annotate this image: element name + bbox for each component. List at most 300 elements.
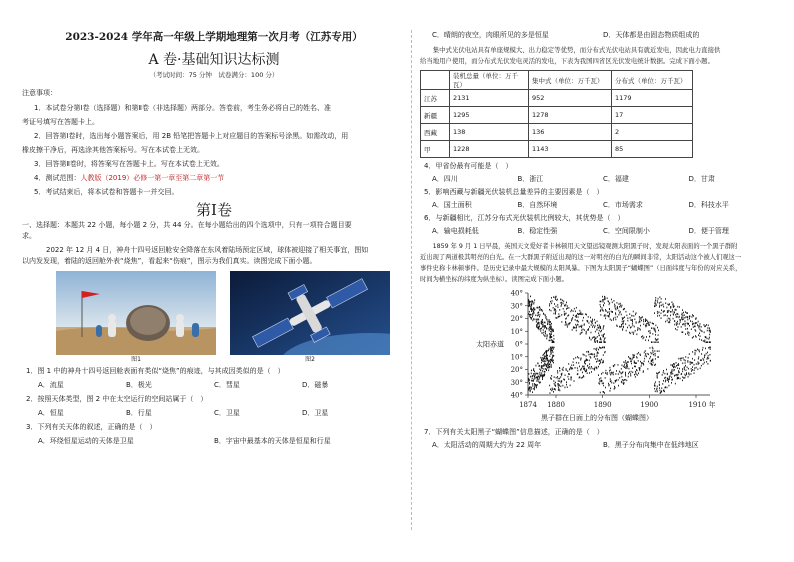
sunspot-mark <box>592 337 593 339</box>
sunspot-mark <box>614 364 615 366</box>
sunspot-mark <box>551 378 552 380</box>
option[interactable]: A．国土面积 <box>432 201 472 209</box>
sunspot-mark <box>662 374 663 376</box>
sunspot-mark <box>549 348 550 350</box>
sunspot-mark <box>552 355 553 357</box>
sunspot-mark <box>547 355 548 357</box>
sunspot-mark <box>694 364 695 366</box>
sunspot-mark <box>700 335 701 337</box>
sunspot-mark <box>682 324 683 326</box>
sunspot-mark <box>677 364 678 366</box>
sunspot-mark <box>590 353 591 355</box>
sunspot-mark <box>537 327 538 329</box>
sunspot-mark <box>685 362 686 364</box>
sunspot-mark <box>622 379 623 381</box>
sunspot-mark <box>534 302 535 304</box>
sunspot-mark <box>654 305 655 307</box>
sunspot-mark <box>554 347 555 349</box>
sunspot-mark <box>594 353 595 355</box>
sunspot-mark <box>577 367 578 369</box>
sunspot-mark <box>568 307 569 309</box>
sunspot-mark <box>618 373 619 375</box>
sunspot-mark <box>638 327 639 329</box>
sunspot-mark <box>532 378 533 380</box>
sunspot-mark <box>596 361 597 363</box>
sunspot-mark <box>533 318 534 320</box>
sunspot-mark <box>671 364 672 366</box>
sunspot-mark <box>616 370 617 372</box>
option[interactable]: C．晴朗的夜空，肉眼所见的多是恒星 <box>432 31 549 39</box>
option[interactable]: A．输电损耗低 <box>432 227 479 235</box>
option[interactable]: B．行星 <box>126 409 152 417</box>
sunspot-mark <box>656 372 657 374</box>
sunspot-mark <box>556 317 557 319</box>
sunspot-mark <box>584 369 585 371</box>
sunspot-mark <box>625 362 626 364</box>
option[interactable]: C．卫星 <box>214 409 240 417</box>
sunspot-mark <box>532 385 533 387</box>
figure-1-caption: 图1 <box>131 356 141 363</box>
sunspot-mark <box>583 329 584 331</box>
sunspot-mark <box>650 363 651 365</box>
sunspot-mark <box>668 304 669 306</box>
sunspot-mark <box>689 374 690 376</box>
sunspot-mark <box>547 358 548 360</box>
sunspot-mark <box>699 350 700 352</box>
sunspot-mark <box>547 319 548 321</box>
sunspot-mark <box>658 298 659 300</box>
sunspot-mark <box>549 324 550 326</box>
sunspot-mark <box>529 305 530 307</box>
sunspot-mark <box>532 320 533 322</box>
sunspot-mark <box>650 332 651 334</box>
sunspot-mark <box>555 309 556 311</box>
scope-range: 人教版（2019）必修一第一章至第二章第一节 <box>80 174 225 182</box>
sunspot-mark <box>589 337 590 339</box>
sunspot-mark <box>598 349 599 351</box>
sunspot-mark <box>553 362 554 364</box>
sunspot-mark <box>535 373 536 375</box>
sunspot-mark <box>698 325 699 327</box>
sunspot-mark <box>672 365 673 367</box>
sunspot-mark <box>667 374 668 376</box>
sunspot-mark <box>652 359 653 361</box>
sunspot-mark <box>622 321 623 323</box>
sunspot-mark <box>689 353 690 355</box>
sunspot-mark <box>702 349 703 351</box>
sunspot-mark <box>545 314 546 316</box>
sunspot-mark <box>655 301 656 303</box>
sunspot-mark <box>707 338 708 340</box>
sunspot-mark <box>640 317 641 319</box>
option[interactable]: A．流星 <box>38 381 64 389</box>
sunspot-mark <box>687 312 688 314</box>
sunspot-mark <box>673 314 674 316</box>
sunspot-mark <box>603 310 604 312</box>
option[interactable]: B．极光 <box>126 381 152 389</box>
sunspot-mark <box>668 318 669 320</box>
sunspot-mark <box>638 352 639 354</box>
sunspot-mark <box>565 322 566 324</box>
sunspot-mark <box>570 311 571 313</box>
sunspot-mark <box>658 341 659 343</box>
sunspot-mark <box>621 326 622 328</box>
option[interactable]: C．市场需求 <box>603 201 643 209</box>
sunspot-mark <box>536 324 537 326</box>
question-stem: 1．图 1 中的神舟十四号返回舱表面有类似“烧焦”的痕迹，与其成因类似的是（ ） <box>26 367 285 375</box>
sunspot-mark <box>652 364 653 366</box>
sunspot-mark <box>530 317 531 319</box>
sunspot-mark <box>548 364 549 366</box>
sunspot-mark <box>678 374 679 376</box>
sunspot-mark <box>603 385 604 387</box>
sunspot-mark <box>677 367 678 369</box>
sunspot-mark <box>561 321 562 323</box>
sunspot-mark <box>624 382 625 384</box>
sunspot-mark <box>604 340 605 342</box>
section-intro: 求。 <box>22 232 36 240</box>
sunspot-mark <box>685 311 686 313</box>
sunspot-mark <box>699 339 700 341</box>
sunspot-mark <box>595 358 596 360</box>
sunspot-mark <box>643 319 644 321</box>
sunspot-mark <box>619 371 620 373</box>
sunspot-mark <box>660 392 661 394</box>
sunspot-mark <box>597 340 598 342</box>
sunspot-mark <box>679 368 680 370</box>
sunspot-mark <box>692 351 693 353</box>
sunspot-mark <box>673 318 674 320</box>
sunspot-mark <box>573 364 574 366</box>
sunspot-mark <box>645 350 646 352</box>
sunspot-mark <box>613 382 614 384</box>
sunspot-mark <box>531 317 532 319</box>
sunspot-mark <box>551 365 552 367</box>
sunspot-mark <box>538 326 539 328</box>
sunspot-mark <box>604 347 605 349</box>
sunspot-mark <box>710 341 711 343</box>
sunspot-mark <box>608 315 609 317</box>
option[interactable]: D．科技水平 <box>688 201 729 209</box>
sunspot-mark <box>659 306 660 308</box>
sunspot-mark <box>669 303 670 305</box>
sunspot-mark <box>669 322 670 324</box>
sunspot-mark <box>655 364 656 366</box>
sunspot-mark <box>705 337 706 339</box>
sunspot-mark <box>670 315 671 317</box>
sunspot-mark <box>641 365 642 367</box>
option[interactable]: D．天体都是由固态物质组成的 <box>603 31 700 39</box>
sunspot-mark <box>677 306 678 308</box>
sunspot-mark <box>658 356 659 358</box>
option[interactable]: B．自然环境 <box>517 201 558 209</box>
sunspot-mark <box>552 341 553 343</box>
sunspot-mark <box>692 321 693 323</box>
sunspot-mark <box>567 326 568 328</box>
sunspot-mark <box>572 319 573 321</box>
x-tick-label: 1890 <box>593 401 612 409</box>
sunspot-mark <box>542 377 543 379</box>
sunspot-mark <box>657 302 658 304</box>
sunspot-mark <box>549 367 550 369</box>
option[interactable]: A．太阳活动的周期大约为 22 周年 <box>432 441 542 449</box>
sunspot-mark <box>532 313 533 315</box>
sunspot-mark <box>645 326 646 328</box>
question-4 <box>420 161 774 185</box>
sunspot-mark <box>655 325 656 327</box>
sunspot-mark <box>597 325 598 327</box>
sunspot-mark <box>633 357 634 359</box>
option[interactable]: C．空间限制小 <box>603 227 650 235</box>
sunspot-mark <box>594 368 595 370</box>
sunspot-mark <box>562 300 563 302</box>
sunspot-mark <box>653 354 654 356</box>
sunspot-mark <box>694 359 695 361</box>
passage-line: 集中式光伏电站具有单座规模大、出力稳定等优势，而分布式光伏电站具有就近发电，因此电力直接供 <box>420 46 721 54</box>
sunspot-mark <box>567 324 568 326</box>
sunspot-mark <box>633 355 634 357</box>
sunspot-mark <box>669 378 670 380</box>
option[interactable]: B．黑子分布向集中在低纬地区 <box>603 441 699 449</box>
sunspot-mark <box>675 383 676 385</box>
sunspot-mark <box>543 329 544 331</box>
sunspot-mark <box>637 370 638 372</box>
sunspot-mark <box>591 324 592 326</box>
sunspot-mark <box>696 367 697 369</box>
sunspot-mark <box>688 324 689 326</box>
question-options <box>432 200 774 211</box>
sunspot-mark <box>657 375 658 377</box>
sunspot-mark <box>542 365 543 367</box>
sunspot-mark <box>675 314 676 316</box>
sunspot-mark <box>703 358 704 360</box>
option[interactable]: B．浙江 <box>517 175 544 183</box>
sunspot-mark <box>531 380 532 382</box>
sunspot-mark <box>550 336 551 338</box>
option[interactable]: C．彗星 <box>214 381 240 389</box>
sunspot-mark <box>617 306 618 308</box>
sunspot-mark <box>611 372 612 374</box>
sunspot-mark <box>700 359 701 361</box>
section-intro: 一、选择题：本题共 22 小题，每小题 2 分，共 44 分。在每小题给出的四个选项中，只有一项符合题目要 <box>22 221 352 229</box>
sunspot-mark <box>643 337 644 339</box>
sunspot-mark <box>655 329 656 331</box>
sunspot-mark <box>690 361 691 363</box>
sunspot-mark <box>618 385 619 387</box>
sunspot-mark <box>693 326 694 328</box>
sunspot-mark <box>622 323 623 325</box>
sunspot-mark <box>691 368 692 370</box>
sunspot-mark <box>529 314 530 316</box>
sunspot-mark <box>581 368 582 370</box>
sunspot-mark <box>554 310 555 312</box>
sunspot-mark <box>530 376 531 378</box>
sunspot-mark <box>667 320 668 322</box>
sunspot-mark <box>556 317 557 319</box>
sunspot-mark <box>576 362 577 364</box>
option[interactable]: A．四川 <box>432 175 458 183</box>
sunspot-mark <box>552 358 553 360</box>
section-title: 第Ⅰ卷 <box>196 201 232 219</box>
sunspot-mark <box>529 303 530 305</box>
sunspot-mark <box>591 339 592 341</box>
sunspot-mark <box>557 304 558 306</box>
sunspot-mark <box>659 384 660 386</box>
option[interactable]: D．甘肃 <box>688 175 715 183</box>
sunspot-mark <box>536 387 537 389</box>
exam-subtitle: A 卷·基础知识达标测 <box>148 52 280 68</box>
sunspot-mark <box>531 300 532 302</box>
sunspot-mark <box>681 373 682 375</box>
sunspot-mark <box>687 367 688 369</box>
option[interactable]: C．福建 <box>603 175 629 183</box>
option[interactable]: D．磁暴 <box>302 381 329 389</box>
sunspot-mark <box>707 352 708 354</box>
sunspot-mark <box>619 303 620 305</box>
sunspot-mark <box>637 353 638 355</box>
sunspot-mark <box>625 367 626 369</box>
sunspot-mark <box>586 358 587 360</box>
sunspot-mark <box>556 377 557 379</box>
sunspot-mark <box>546 352 547 354</box>
sunspot-mark <box>549 355 550 357</box>
question-6 <box>420 213 774 237</box>
sunspot-mark <box>704 357 705 359</box>
sunspot-mark <box>570 367 571 369</box>
sunspot-mark <box>621 376 622 378</box>
sunspot-mark <box>703 363 704 365</box>
sunspot-mark <box>624 366 625 368</box>
sunspot-mark <box>653 362 654 364</box>
figure-row <box>56 271 406 364</box>
sunspot-mark <box>610 374 611 376</box>
sunspot-mark <box>648 354 649 356</box>
sunspot-mark <box>587 329 588 331</box>
sunspot-mark <box>551 360 552 362</box>
sunspot-mark <box>708 355 709 357</box>
option[interactable]: B．稳定性强 <box>517 227 558 235</box>
sunspot-mark <box>582 320 583 322</box>
option[interactable]: A．恒星 <box>38 409 64 417</box>
sunspot-mark <box>544 371 545 373</box>
sunspot-mark <box>688 368 689 370</box>
sunspot-mark <box>703 340 704 342</box>
sunspot-mark <box>563 370 564 372</box>
sunspot-mark <box>632 372 633 374</box>
sunspot-mark <box>646 356 647 358</box>
sunspot-mark <box>595 341 596 343</box>
sunspot-mark <box>590 357 591 359</box>
sunspot-mark <box>638 373 639 375</box>
sunspot-mark <box>590 317 591 319</box>
sunspot-mark <box>551 297 552 299</box>
sunspot-mark <box>706 341 707 343</box>
sunspot-mark <box>640 319 641 321</box>
sunspot-mark <box>700 329 701 331</box>
sunspot-mark <box>575 319 576 321</box>
sunspot-mark <box>597 321 598 323</box>
sunspot-mark <box>572 317 573 319</box>
sunspot-mark <box>550 362 551 364</box>
sunspot-mark <box>627 320 628 322</box>
sunspot-mark <box>579 326 580 328</box>
sunspot-mark <box>545 325 546 327</box>
sunspot-mark <box>599 326 600 328</box>
sunspot-mark <box>542 357 543 359</box>
sunspot-mark <box>669 318 670 320</box>
sunspot-mark <box>552 347 553 349</box>
sunspot-mark <box>559 380 560 382</box>
sunspot-mark <box>696 350 697 352</box>
sunspot-mark <box>694 372 695 374</box>
sunspot-mark <box>626 380 627 382</box>
sunspot-mark <box>598 374 599 376</box>
sunspot-mark <box>690 363 691 365</box>
sunspot-mark <box>673 370 674 372</box>
sunspot-mark <box>619 326 620 328</box>
sunspot-mark <box>622 329 623 331</box>
option[interactable]: A．环绕恒星运动的天体是卫星 <box>38 437 134 445</box>
sunspot-mark <box>701 365 702 367</box>
sunspot-mark <box>546 354 547 356</box>
sunspot-mark <box>529 311 530 313</box>
sunspot-mark <box>708 363 709 365</box>
sunspot-mark <box>654 385 655 387</box>
sunspot-mark <box>613 365 614 367</box>
sunspot-mark <box>595 367 596 369</box>
sunspot-mark <box>687 333 688 335</box>
sunspot-mark <box>571 379 572 381</box>
sunspot-mark <box>669 376 670 378</box>
sunspot-mark <box>622 372 623 374</box>
sunspot-mark <box>669 385 670 387</box>
sunspot-mark <box>533 307 534 309</box>
sunspot-mark <box>603 334 604 336</box>
sunspot-mark <box>536 319 537 321</box>
sunspot-mark <box>655 334 656 336</box>
exam-title: 2023-2024 学年高一年级上学期地理第一次月考（江苏专用） <box>65 31 363 43</box>
sunspot-mark <box>609 311 610 313</box>
sunspot-mark <box>557 299 558 301</box>
sunspot-mark <box>660 390 661 392</box>
sunspot-mark <box>688 331 689 333</box>
sunspot-mark <box>679 306 680 308</box>
sunspot-mark <box>700 323 701 325</box>
sunspot-mark <box>684 366 685 368</box>
sunspot-mark <box>540 330 541 332</box>
sunspot-mark <box>592 368 593 370</box>
sunspot-mark <box>675 309 676 311</box>
sunspot-mark <box>602 347 603 349</box>
sunspot-mark <box>540 314 541 316</box>
sunspot-mark <box>612 302 613 304</box>
sunspot-mark <box>699 333 700 335</box>
sunspot-mark <box>607 312 608 314</box>
sunspot-mark <box>695 350 696 352</box>
sunspot-mark <box>570 368 571 370</box>
table-cell: 17 <box>612 107 693 124</box>
option[interactable]: D．便于管理 <box>688 227 729 235</box>
sunspot-mark <box>566 308 567 310</box>
option[interactable]: B．宇宙中最基本的天体是恒星和行星 <box>214 437 331 445</box>
sunspot-mark <box>589 366 590 368</box>
option[interactable]: D．卫星 <box>302 409 329 417</box>
sunspot-mark <box>701 326 702 328</box>
sunspot-mark <box>604 341 605 343</box>
sunspot-mark <box>692 314 693 316</box>
sunspot-mark <box>582 377 583 379</box>
sunspot-mark <box>685 328 686 330</box>
